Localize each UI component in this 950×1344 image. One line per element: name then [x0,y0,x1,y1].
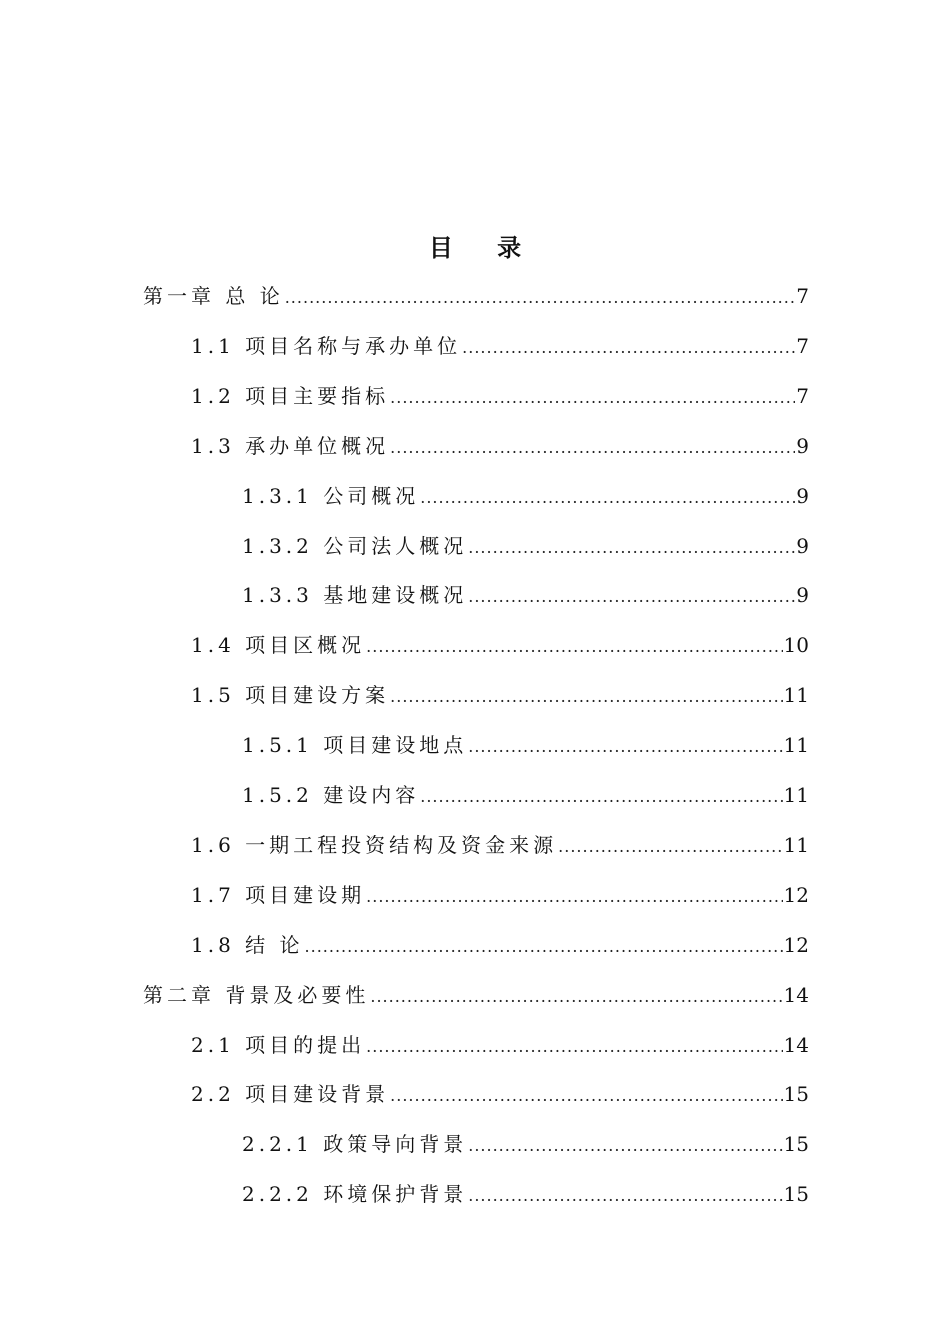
toc-entry-label: 第二章 背景及必要性 [143,982,370,1007]
toc-entry-page-number: 11 [783,733,809,758]
toc-entry[interactable] [191,376,809,416]
toc-entry-label: 1.3.3 基地建设概况 [242,583,468,608]
toc-dot-leader [366,1027,782,1067]
toc-entry-page-number: 10 [783,633,809,658]
toc-entry[interactable] [242,526,809,566]
toc-entry[interactable] [143,276,809,316]
toc-dot-leader [462,328,795,368]
toc-dot-leader [370,977,782,1017]
toc-dot-leader [285,278,796,318]
toc-entry-label: 第一章 总 论 [143,284,284,308]
toc-dot-leader [558,827,782,867]
toc-dot-leader [390,378,795,418]
toc-entry[interactable] [242,1124,809,1164]
toc-entry-page-number: 14 [783,1032,809,1057]
toc-entry-label: 1.6 一期工程投资结构及资金来源 [191,832,558,857]
toc-entry-label: 2.1 项目的提出 [191,1032,366,1057]
toc-dot-leader [305,927,783,967]
toc-dot-leader [468,577,795,617]
toc-dot-leader [366,877,782,917]
toc-dot-leader [468,528,795,568]
toc-entry-label: 1.5.2 建设内容 [242,783,420,807]
toc-entry[interactable] [242,775,809,815]
toc-entry-page-number: 7 [796,383,809,408]
page-title: 目 录 [428,233,540,262]
toc-entry[interactable] [242,476,809,516]
toc-entry-label: 1.5 项目建设方案 [191,683,390,708]
toc-entry[interactable] [191,326,809,366]
toc-entry-page-number: 9 [796,533,809,558]
toc-entry-page-number: 12 [783,882,809,907]
toc-entry-page-number: 11 [783,783,809,807]
toc-entry[interactable] [191,625,809,665]
toc-entry-page-number: 15 [783,1182,809,1207]
toc-entry-label: 1.8 结 论 [191,932,304,957]
toc-dot-leader [390,1076,782,1116]
toc-entry-label: 1.3 承办单位概况 [191,433,390,458]
toc-entry-page-number: 9 [796,483,809,508]
toc-entry-label: 2.2 项目建设背景 [191,1082,390,1107]
toc-dot-leader [366,627,782,667]
toc-dot-leader [420,478,795,518]
toc-dot-leader [468,1176,782,1216]
toc-entry[interactable] [191,675,809,715]
toc-entry-page-number: 15 [783,1082,809,1107]
toc-entry-page-number: 14 [783,982,809,1007]
toc-entry-page-number: 12 [783,932,809,957]
toc-entry-label: 1.5.1 项目建设地点 [242,733,468,758]
toc-dot-leader [390,677,782,717]
toc-entry-page-number: 9 [796,433,809,458]
toc-entry-page-number: 11 [783,683,809,708]
toc-entry[interactable] [143,975,809,1015]
toc-dot-leader [468,1126,782,1166]
toc-entry[interactable] [242,725,809,765]
toc-entry[interactable] [191,426,809,466]
toc-entry-page-number: 7 [796,333,809,358]
toc-entry[interactable] [191,1074,809,1114]
toc-entry-label: 1.4 项目区概况 [191,633,366,658]
toc-entry-page-number: 15 [783,1132,809,1157]
toc-entry-label: 1.1 项目名称与承办单位 [191,333,462,358]
toc-entry[interactable] [191,1025,809,1065]
toc-entry[interactable] [242,575,809,615]
toc-entry-label: 1.3.2 公司法人概况 [242,533,468,558]
toc-entry[interactable] [191,875,809,915]
toc-entry-label: 2.2.1 政策导向背景 [242,1132,468,1157]
toc-entry[interactable] [191,925,809,965]
toc-dot-leader [468,727,782,767]
toc-entry[interactable] [191,825,809,865]
toc-entry[interactable] [242,1174,809,1214]
toc-entry-page-number: 7 [796,284,809,308]
toc-entry-page-number: 11 [783,832,809,857]
toc-entry-page-number: 9 [796,583,809,608]
toc-entry-label: 2.2.2 环境保护背景 [242,1182,468,1207]
toc-entry-label: 1.2 项目主要指标 [191,383,390,408]
toc-dot-leader [390,428,795,468]
toc-dot-leader [420,777,782,817]
toc-entry-label: 1.7 项目建设期 [191,882,366,907]
toc-entry-label: 1.3.1 公司概况 [242,483,420,508]
